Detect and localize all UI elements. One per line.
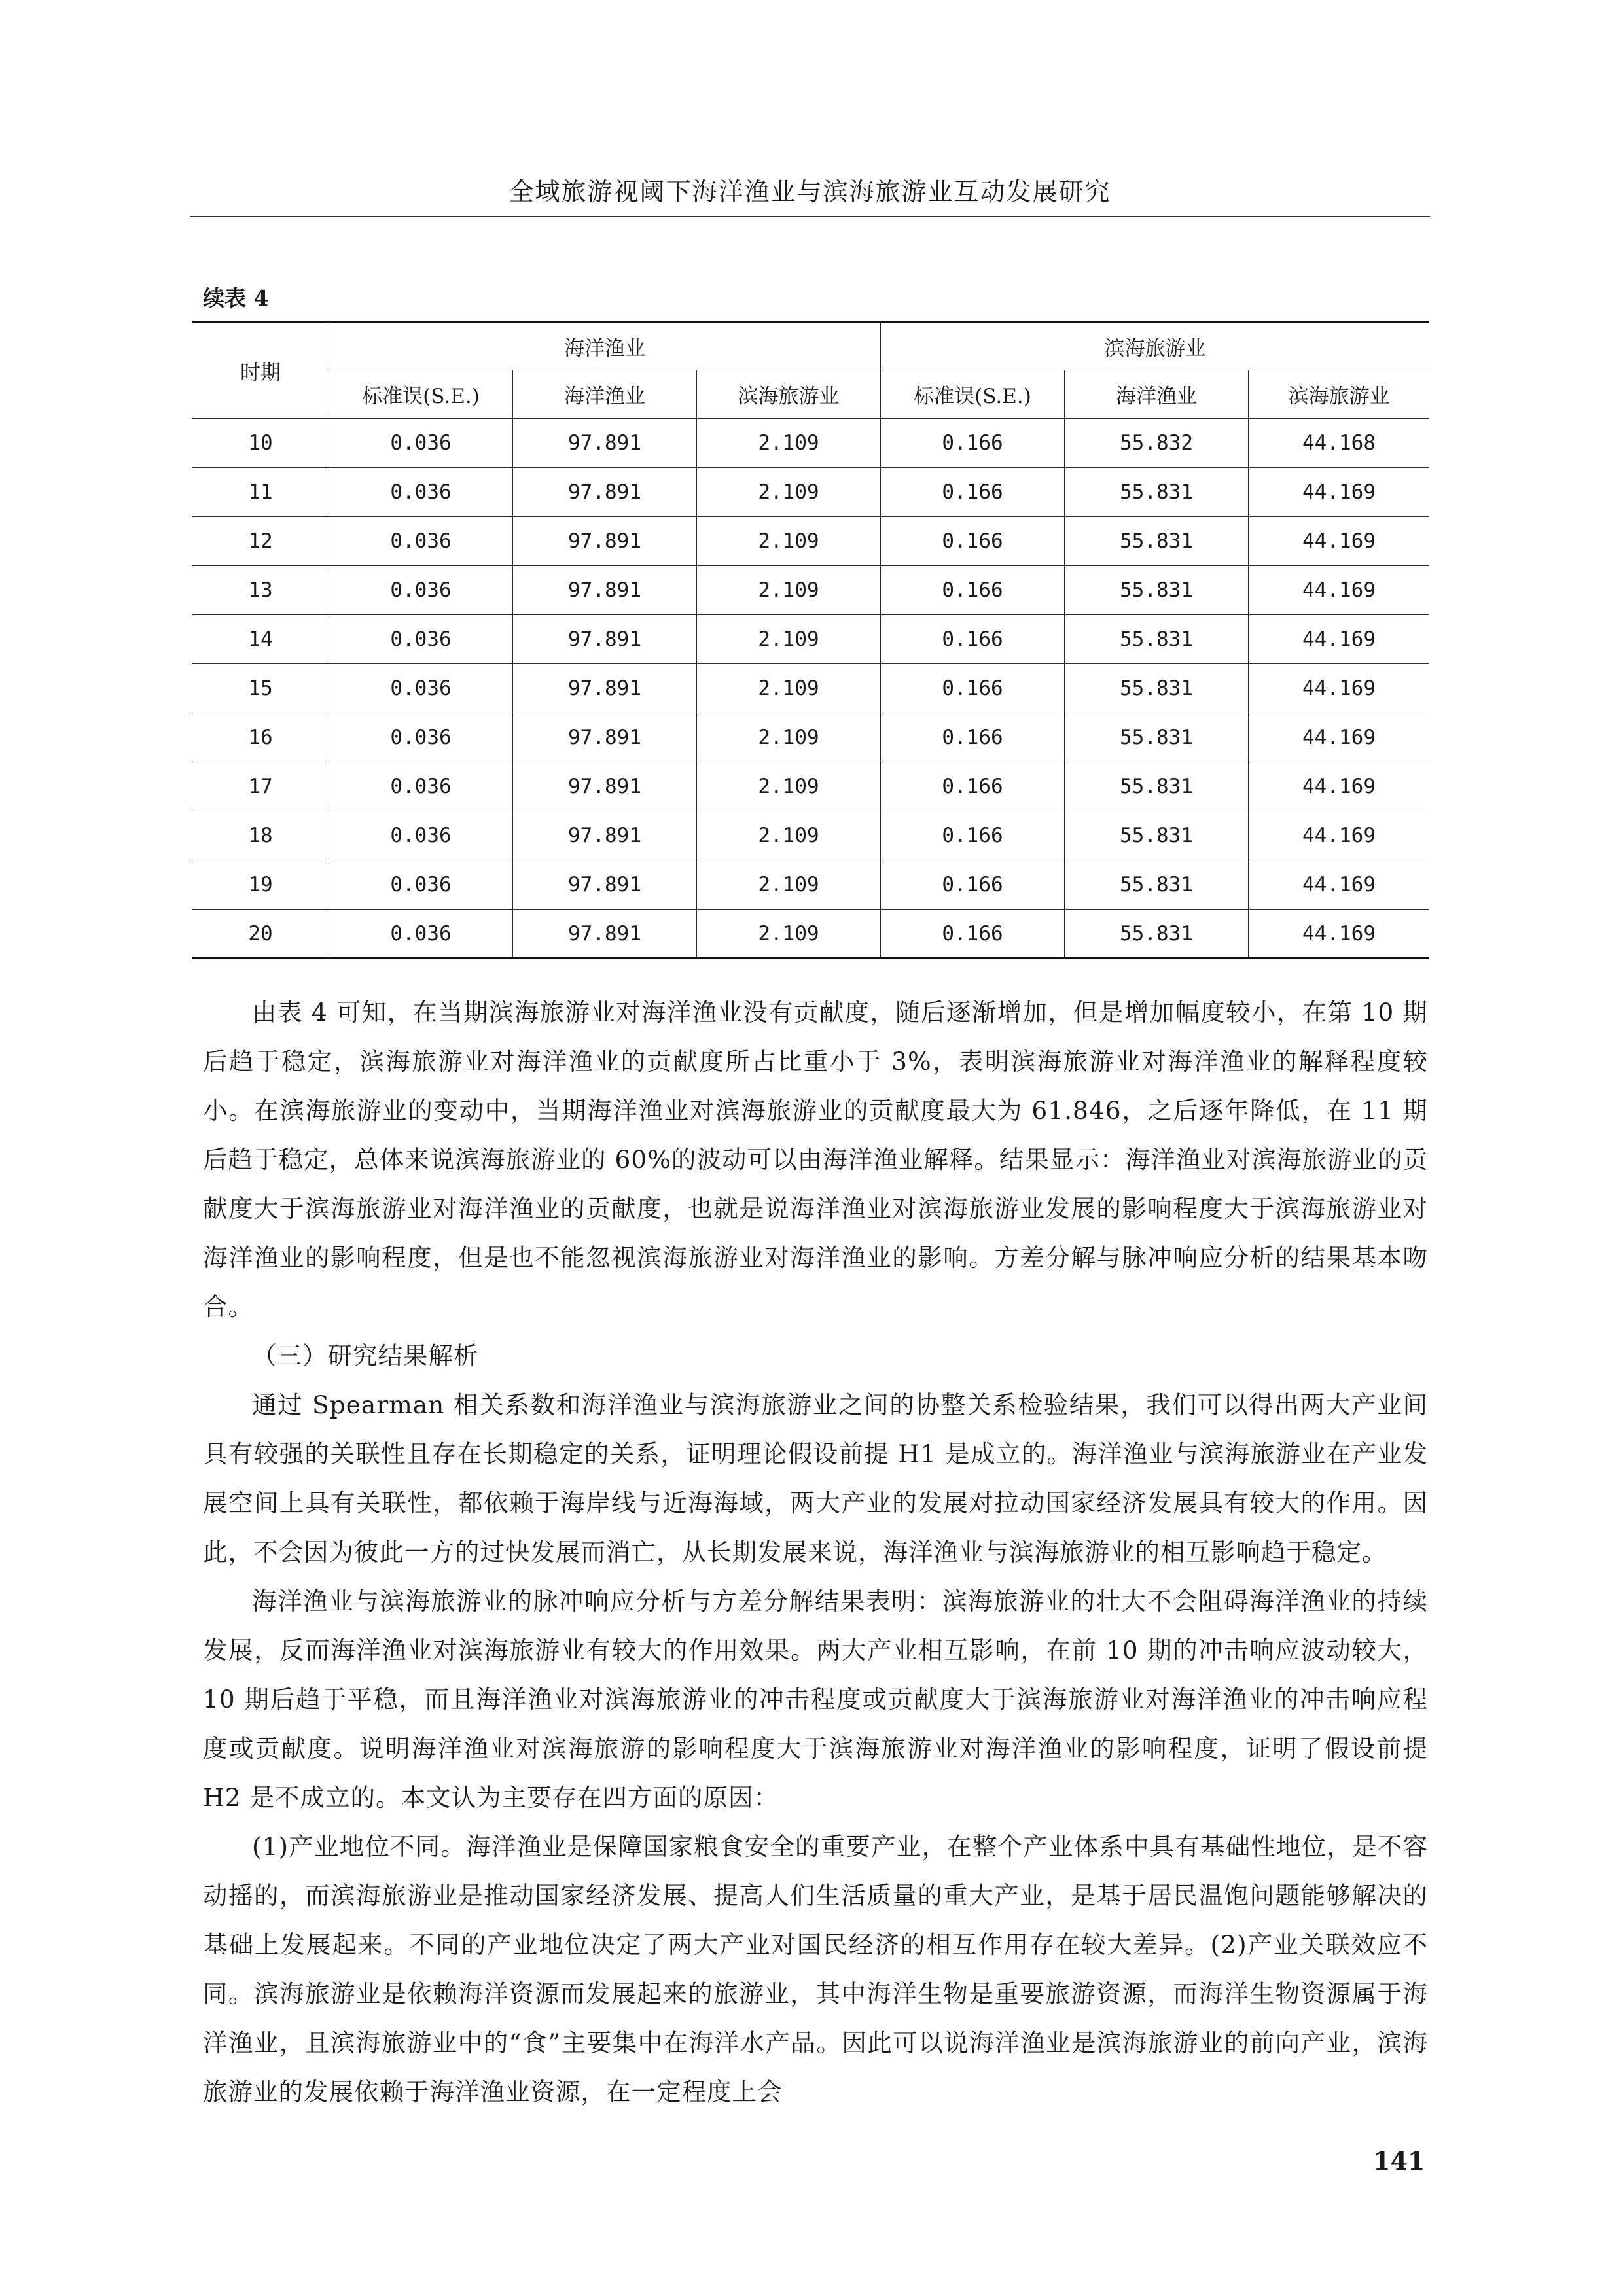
table-row: [192, 566, 1429, 615]
subheader-tourism-2: 滨海旅游业: [1249, 370, 1430, 419]
table-row: [192, 762, 1429, 811]
table-row: [192, 517, 1429, 566]
table-cell: 0.036: [329, 615, 513, 664]
table-cell: 0.166: [881, 762, 1065, 811]
table-cell: 0.166: [881, 517, 1065, 566]
table-cell: 0.036: [329, 811, 513, 860]
subheader-tourism-1: 滨海旅游业: [697, 370, 881, 419]
table-body: [192, 419, 1429, 959]
running-header: 全域旅游视阈下海洋渔业与滨海旅游业互动发展研究: [508, 177, 1111, 206]
header-rule: [190, 216, 1430, 217]
table-cell: 12: [192, 517, 329, 566]
table-cell: 44.169: [1249, 811, 1430, 860]
subheader-fishery-2: 海洋渔业: [1065, 370, 1249, 419]
table-cell: 11: [192, 468, 329, 517]
table-cell: 14: [192, 615, 329, 664]
paragraph-4: (1)产业地位不同。海洋渔业是保障国家粮食安全的重要产业，在整个产业体系中具有基础性地位，是不容动摇的，而滨海旅游业是推动国家经济发展、提高人们生活质量的重大产业，是基于居民温饱问题能够解决的基础上发展起来。不同的产业地位决定了两大产业对国民经济的相互作用存在较大差异。(2)产业关联效应不同。滨海旅游业是依赖海洋资源而发展起来的旅游业，其中海洋生物是重要旅游资源，而海洋生物资源属于海洋渔业，且滨海旅游业中的“食”主要集中在海洋水产品。因此可以说海洋渔业是滨海旅游业的前向产业，滨海旅游业的发展依赖于海洋渔业资源，在一定程度上会: [203, 1832, 1428, 2106]
table-cell: 97.891: [513, 910, 697, 959]
table-cell: 0.166: [881, 811, 1065, 860]
table-cell: 44.168: [1249, 419, 1430, 468]
table-cell: 13: [192, 566, 329, 615]
table-cell: 44.169: [1249, 762, 1430, 811]
table-row: [192, 664, 1429, 713]
table-cell: 97.891: [513, 713, 697, 762]
table-cell: 55.832: [1065, 419, 1249, 468]
table-cell: 2.109: [697, 811, 881, 860]
table-cell: 55.831: [1065, 468, 1249, 517]
table-cell: 2.109: [697, 566, 881, 615]
table-cell: 55.831: [1065, 566, 1249, 615]
table-cell: 0.166: [881, 566, 1065, 615]
body-text: [203, 988, 1428, 2117]
table-cell: 0.166: [881, 860, 1065, 910]
table-row: [192, 860, 1429, 910]
table-cell: 55.831: [1065, 517, 1249, 566]
table-cell: 44.169: [1249, 860, 1430, 910]
table-cell: 2.109: [697, 419, 881, 468]
table-cell: 0.166: [881, 615, 1065, 664]
table-cell: 19: [192, 860, 329, 910]
table-cell: 2.109: [697, 664, 881, 713]
table-cell: 0.036: [329, 762, 513, 811]
table-cell: 0.036: [329, 419, 513, 468]
table-cell: 97.891: [513, 566, 697, 615]
table-cell: 20: [192, 910, 329, 959]
table-cell: 55.831: [1065, 664, 1249, 713]
table-cell: 2.109: [697, 713, 881, 762]
table-cell: 0.166: [881, 419, 1065, 468]
table-cell: 2.109: [697, 762, 881, 811]
table-cell: 97.891: [513, 811, 697, 860]
table-cell: 2.109: [697, 615, 881, 664]
table-cell: 0.036: [329, 517, 513, 566]
table-cell: 15: [192, 664, 329, 713]
table-cell: 55.831: [1065, 910, 1249, 959]
table-cell: 44.169: [1249, 664, 1430, 713]
table-cell: 44.169: [1249, 910, 1430, 959]
table-cell: 2.109: [697, 517, 881, 566]
table-cell: 55.831: [1065, 860, 1249, 910]
table-cell: 2.109: [697, 468, 881, 517]
table-cell: 44.169: [1249, 713, 1430, 762]
period-header: 时期: [192, 322, 329, 419]
table-row: [192, 468, 1429, 517]
section-heading: （三）研究结果解析: [252, 1341, 479, 1370]
table-header-row-1: [192, 322, 1429, 370]
table-cell: 55.831: [1065, 762, 1249, 811]
table-cell: 17: [192, 762, 329, 811]
table-cell: 0.166: [881, 664, 1065, 713]
table-cell: 0.036: [329, 664, 513, 713]
table-row: [192, 615, 1429, 664]
subheader-se-2: 标准误(S.E.): [881, 370, 1065, 419]
table-cell: 0.036: [329, 566, 513, 615]
table-row: [192, 713, 1429, 762]
table-cell: 55.831: [1065, 615, 1249, 664]
table-cell: 2.109: [697, 860, 881, 910]
table-cell: 44.169: [1249, 615, 1430, 664]
paragraph-2: 通过 Spearman 相关系数和海洋渔业与滨海旅游业之间的协整关系检验结果，我们可以得出两大产业间具有较强的关联性且存在长期稳定的关系，证明理论假设前提 H1 是成立的。海洋渔业与滨海旅游业在产业发展空间上具有关联性，都依赖于海岸线与近海海域，两大产业的发展对拉动国家经济发展具有较大的作用。因此，不会因为彼此一方的过快发展而消亡，从长期发展来说，海洋渔业与滨海旅游业的相互影响趋于稳定。: [203, 1390, 1428, 1566]
table-cell: 0.036: [329, 713, 513, 762]
table-cell: 0.166: [881, 468, 1065, 517]
table-cell: 97.891: [513, 762, 697, 811]
paragraph-1: 由表 4 可知，在当期滨海旅游业对海洋渔业没有贡献度，随后逐渐增加，但是增加幅度较小，在第 10 期后趋于稳定，滨海旅游业对海洋渔业的贡献度所占比重小于 3%，表明滨海旅游业对海洋渔业的解释程度较小。在滨海旅游业的变动中，当期海洋渔业对滨海旅游业的贡献度最大为 61.846，之后逐年降低，在 11 期后趋于稳定，总体来说滨海旅游业的 60%的波动可以由海洋渔业解释。结果显示：海洋渔业对滨海旅游业的贡献度大于滨海旅游业对海洋渔业的贡献度，也就是说海洋渔业对滨海旅游业发展的影响程度大于滨海旅游业对海洋渔业的影响程度，但是也不能忽视滨海旅游业对海洋渔业的影响。方差分解与脉冲响应分析的结果基本吻合。: [203, 998, 1428, 1321]
page-number: 141: [1373, 2146, 1425, 2176]
table-cell: 55.831: [1065, 713, 1249, 762]
table-cell: 97.891: [513, 860, 697, 910]
table-header-row-2: [192, 370, 1429, 419]
table-cell: 2.109: [697, 910, 881, 959]
subheader-fishery-1: 海洋渔业: [513, 370, 697, 419]
table-cell: 16: [192, 713, 329, 762]
table-cell: 97.891: [513, 517, 697, 566]
table-cell: 97.891: [513, 664, 697, 713]
table-cell: 97.891: [513, 419, 697, 468]
table-cell: 55.831: [1065, 811, 1249, 860]
table-row: [192, 811, 1429, 860]
table-cell: 44.169: [1249, 517, 1430, 566]
table-row: [192, 910, 1429, 959]
table-cell: 44.169: [1249, 566, 1430, 615]
table-caption: 续表 4: [203, 285, 269, 311]
variance-decomposition-table: [192, 321, 1429, 959]
group-header-tourism: 滨海旅游业: [881, 322, 1430, 370]
subheader-se-1: 标准误(S.E.): [329, 370, 513, 419]
table-cell: 10: [192, 419, 329, 468]
table-cell: 97.891: [513, 468, 697, 517]
group-header-fishery: 海洋渔业: [329, 322, 881, 370]
paragraph-3: 海洋渔业与滨海旅游业的脉冲响应分析与方差分解结果表明：滨海旅游业的壮大不会阻碍海洋渔业的持续发展，反而海洋渔业对滨海旅游业有较大的作用效果。两大产业相互影响，在前 10 期的冲击响应波动较大，10 期后趋于平稳，而且海洋渔业对滨海旅游业的冲击程度或贡献度大于滨海旅游业对海洋渔业的冲击响应程度或贡献度。说明海洋渔业对滨海旅游的影响程度大于滨海旅游业对海洋渔业的影响程度，证明了假设前提 H2 是不成立的。本文认为主要存在四方面的原因：: [203, 1587, 1428, 1812]
table-cell: 44.169: [1249, 468, 1430, 517]
table-cell: 0.166: [881, 713, 1065, 762]
table-cell: 0.036: [329, 468, 513, 517]
table-row: [192, 419, 1429, 468]
table-cell: 97.891: [513, 615, 697, 664]
table-cell: 0.036: [329, 860, 513, 910]
table-cell: 18: [192, 811, 329, 860]
table-cell: 0.036: [329, 910, 513, 959]
table-cell: 0.166: [881, 910, 1065, 959]
